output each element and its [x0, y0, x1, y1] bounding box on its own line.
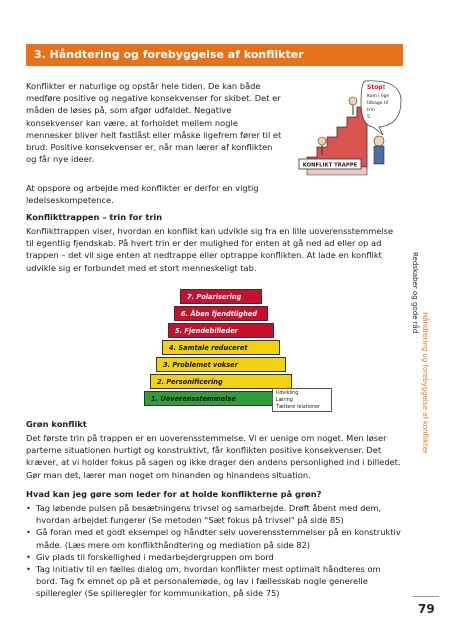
list-item: • Tag initiativ til en fælles dialog om, hvordan konflikter mest optimalt håndteres om bord. Tag fx emnet op på et personalemøde, og lav i fællesskab nogle generelle spilleregler (Se spilleregler for kommunikation, på side 75)	[26, 563, 402, 600]
stair-step-2: 2. Personificering	[150, 374, 292, 389]
intro-paragraph-2: At opspore og arbejde med konflikter er derfor en vigtig ledelseskompetence.	[26, 183, 259, 206]
cartoon-sign: KONFLIKT TRAPPE	[302, 162, 358, 169]
list-item: • Giv plads til forskellighed i medarbejdergruppen om bord	[26, 551, 402, 563]
note-line-1: Udvikling	[276, 391, 299, 396]
section-heading-green: Grøn konflikt	[26, 419, 87, 429]
list-item: • Gå foran med et godt eksempel og håndter selv uoverensstemmelser på en konstruktiv måde. (Læs mere om konflikthåndtering og mediation på side 82)	[26, 526, 402, 550]
section-body-green: Det første trin på trappen er en uoverensstemmelse. Vi er uenige om noget. Men løser parterne situationen hurtigt og konstruktivt, får konflikten positive konsekvenser. Det kræver, at vi holder fokus på sagen og ikke drager den andens personlighed ind i billedet. Gør man det, lærer man noget om hinanden og hinandens situation.	[26, 433, 401, 480]
stair-step-5: 5. Fjendebilleder	[168, 323, 274, 338]
cartoon-speech-3: tilbage til	[367, 101, 389, 106]
cartoon-speech-1: Stop!	[367, 84, 386, 91]
stair-step-4: 4. Samtale reduceret	[162, 340, 280, 355]
section-heading-leader: Hvad kan jeg gøre som leder for at holde konflikterne på grøn?	[26, 489, 322, 499]
section-title: 3. Håndtering og forebyggelse af konflikter	[26, 44, 403, 66]
staircase-cartoon	[287, 77, 403, 180]
cartoon-speech-5: 5	[367, 115, 370, 120]
footer-rule	[413, 596, 439, 597]
cartoon-speech-4: trin	[367, 108, 375, 113]
section-body-staircase: Konflikttrappen viser, hvordan en konflikt kan udvikle sig fra en lille uoverensstemmelse til egentlig fjendskab. På hvert trin er der mulighed for enten at gå ned ad eller op ad trappen – det vil sige enten at nedtrappe eller optrappe konflikten. At lade en konflikt udvikle sig er forbundet med et stort menneskeligt tab.	[26, 226, 394, 273]
stair-step-6: 6. Åben fjendtlighed	[174, 306, 268, 321]
page-number: 79	[418, 602, 435, 616]
note-line-2: Læring	[276, 398, 293, 403]
stair-step-1: 1. Uoverensstemmelse	[144, 391, 298, 406]
cartoon-speech-2: Kom i lige	[367, 94, 390, 99]
stair-step-3: 3. Problemet vokser	[156, 357, 286, 372]
note-line-3: Tættere relationer	[276, 405, 320, 410]
leader-tips-list	[26, 502, 402, 600]
section-heading-staircase: Konflikttrappen – trin for trin	[26, 212, 163, 222]
green-outcomes-note	[272, 388, 332, 412]
side-tab-label: Redskaber og gode råd	[411, 252, 419, 334]
list-item: • Tag løbende pulsen på besætningens trivsel og samarbejde. Drøft åbent med dem, hvordan arbejdet fungerer (Se metoden "Sæt fokus på trivsel" på side 85)	[26, 502, 402, 526]
side-tab-chapter: Håndtering og forebyggelse af konflikter	[421, 312, 429, 454]
intro-paragraph: Konflikter er naturlige og opstår hele tiden. De kan både medføre positive og negative konsekvenser for skibet. Det er måden de løses på, som afgør udfaldet. Negative konsekvenser kan være, at forholdet mellem nogle mennesker bliver helt fastlåst eller måske ligefrem fører til et brud. Positive konsekvenser er, når man lærer af konflikten og får nye ideer.	[26, 81, 282, 165]
stair-step-7: 7. Polarisering	[180, 289, 262, 304]
